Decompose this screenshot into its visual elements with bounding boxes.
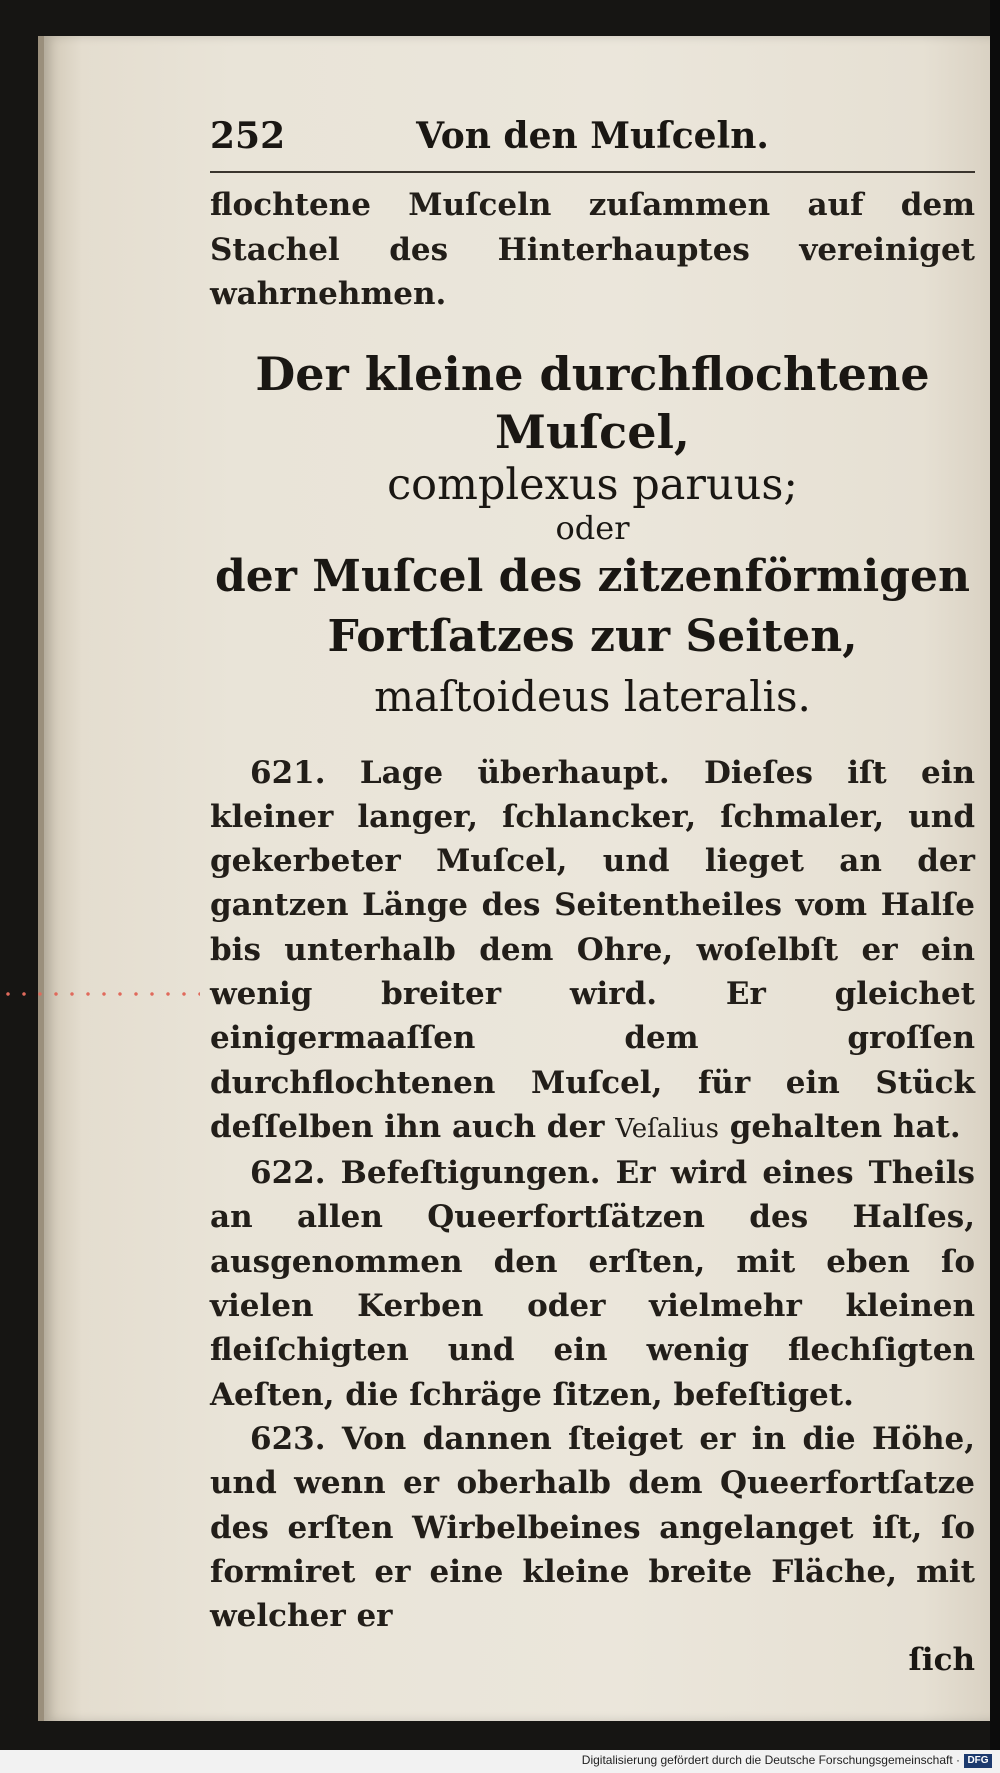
- paragraph-number: 623.: [250, 1420, 326, 1457]
- paragraph-text: Von dannen ſteiget er in die Höhe, und wenn er oberhalb dem Queerfortſatze des erſten Wirbelbeines angelanget iſt, ſo formiret er eine kleine breite Fläche, mit welcher er: [210, 1420, 976, 1635]
- paragraph-text: Dieſes iſt ein kleiner langer, ſchlancker, ſchmaler, und gekerbeter Muſcel, und lieget an der gantzen Länge des Seitentheiles vom Halſe bis unterhalb dem Ohre, woſelbſt er ein wenig breiter wird. Er gleichet einigermaaſſen dem groſſen durchflochtenen Muſcel, für ein Stück deſſelben ihn auch der: [210, 754, 976, 1145]
- intro-continuation: flochtene Muſceln zuſammen auf dem Stachel des Hinterhauptes vereiniget wahrnehmen.: [210, 187, 975, 312]
- section-title-line4: [210, 547, 975, 727]
- paragraph-text: Er wird eines Theils an allen Queerfortſätzen des Halſes, ausgenommen den erſten, mit eben ſo vielen Kerben oder vielmehr kleinen fleiſchigten und ein wenig flechſigten Aeſten, die ſchräge ſitzen, befeſtiget.: [210, 1155, 976, 1413]
- paragraph-621: [210, 751, 975, 1152]
- dfg-logo: DFG: [964, 1754, 992, 1768]
- header-rule: [210, 171, 975, 173]
- paragraph-heading: Lage überhaupt.: [359, 754, 670, 791]
- margin-mark: [0, 992, 200, 996]
- latin-name: Veſalius: [615, 1113, 719, 1144]
- section-title-oder: oder: [555, 508, 630, 547]
- body-text: [210, 751, 975, 1639]
- paragraph-622: [210, 1151, 975, 1417]
- section-title-german: der Muſcel des zitzenförmigen Fortſatzes zur Seiten,: [214, 550, 971, 662]
- paragraph-number: 622.: [250, 1155, 326, 1192]
- paragraph-number: 621.: [250, 754, 326, 791]
- section-title-latin2: maſtoideus lateralis.: [374, 671, 811, 721]
- section-title: [210, 345, 975, 727]
- running-title: Von den Muſceln.: [416, 115, 769, 157]
- section-title-latin: complexus paruus;: [387, 459, 798, 510]
- catchword: ſich: [908, 1642, 975, 1679]
- page-header: [210, 115, 975, 165]
- page-number: 252: [210, 115, 286, 157]
- paragraph-text-end: gehalten hat.: [729, 1108, 961, 1145]
- footer-credit: Digitalisierung gefördert durch die Deutsche Forschungsgemeinschaft ·: [581, 1753, 960, 1767]
- scan-edge: [990, 0, 1000, 1773]
- section-title-line1: Der kleine durchflochtene Muſcel,: [255, 346, 930, 459]
- page-content: [210, 115, 975, 1682]
- paragraph-heading: Befeſtigungen.: [340, 1155, 601, 1192]
- paragraph-623: [210, 1417, 975, 1638]
